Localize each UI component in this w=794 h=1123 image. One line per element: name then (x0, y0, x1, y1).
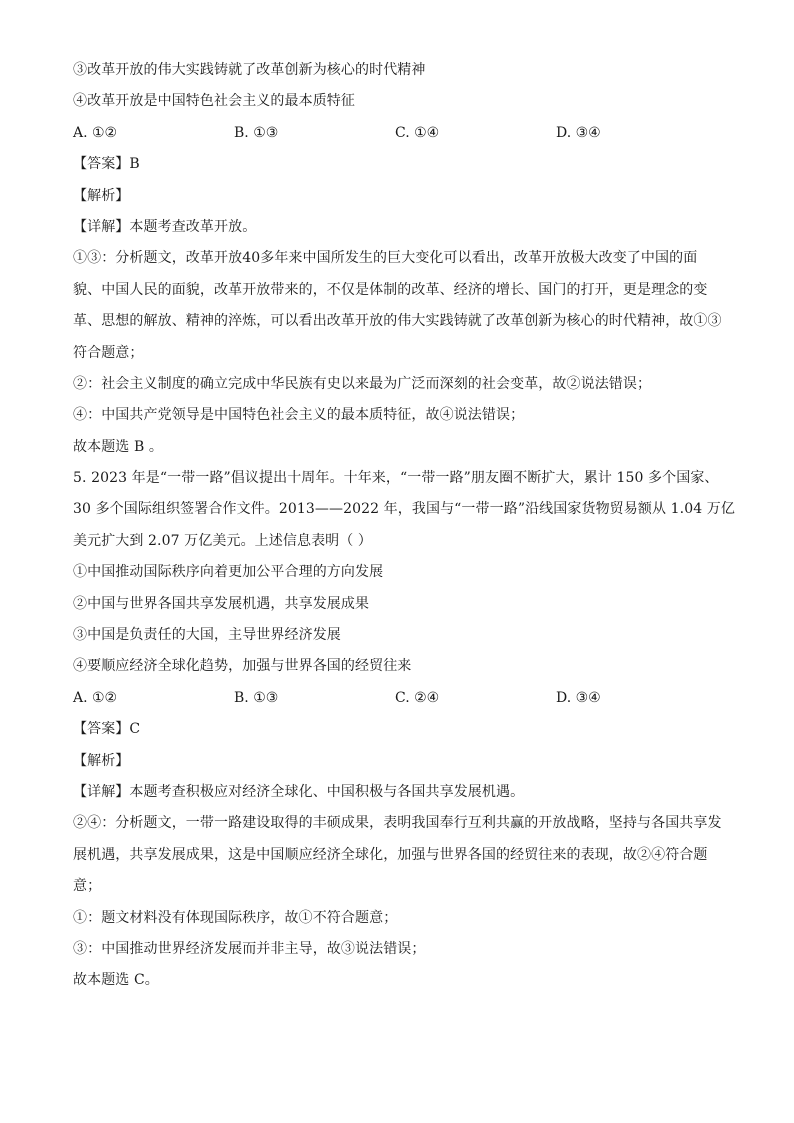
option-3-text: ③中国是负责任的大国，主导世界经济发展 (73, 627, 341, 644)
explanation-line: 符合题意； (73, 344, 144, 361)
answer-label: 【答案】C (73, 721, 141, 738)
answer-choices (73, 690, 733, 706)
explanation-line: 意； (73, 878, 102, 895)
explanation-line: 革、思想的解放、精神的淬炼，可以看出改革开放的伟大实践铸就了改革创新为核心的时代精神，故①③ (73, 313, 722, 330)
option-3-text: ③改革开放的伟大实践铸就了改革创新为核心的时代精神 (73, 62, 426, 78)
explanation-line: ①：题文材料没有体现国际秩序，故①不符合题意； (73, 909, 398, 926)
option-1-text: ①中国推动国际秩序向着更加公平合理的方向发展 (73, 564, 384, 581)
explanation-line: ③：中国推动世界经济发展而并非主导，故③说法错误； (73, 940, 426, 957)
choice-a: A. ①② (73, 124, 118, 141)
analysis-label: 【解析】 (73, 752, 130, 769)
answer-label: 【答案】B (73, 156, 140, 173)
option-4-text: ④改革开放是中国特色社会主义的最本质特征 (73, 93, 355, 110)
conclusion-text: 故本题选 C。 (73, 972, 159, 989)
explanation-line: ④：中国共产党领导是中国特色社会主义的最本质特征，故④说法错误； (73, 407, 525, 424)
explanation-line: 貌、中国人民的面貌，改革开放带来的，不仅是体制的改革、经济的增长、国门的打开，更是理念的变 (73, 281, 708, 298)
answer-choices (73, 125, 733, 141)
choice-b: B. ①③ (234, 689, 279, 706)
choice-d: D. ③④ (556, 124, 601, 141)
explanation-line: ①③：分析题文，改革开放40多年来中国所发生的巨大变化可以看出，改革开放极大改变了中国的面 (73, 250, 698, 267)
question-5-stem: 5. 2023 年是“一带一路”倡议提出十周年。十年来，“一带一路”朋友圈不断扩大，累计 150 多个国家、 (73, 470, 719, 487)
explanation-line: ②：社会主义制度的确立完成中华民族有史以来最为广泛而深刻的社会变革，故②说法错误； (73, 375, 652, 392)
question-5-stem: 美元扩大到 2.07 万亿美元。上述信息表明（ ） (73, 532, 373, 549)
document-page (73, 62, 733, 1004)
explanation-line: 展机遇，共享发展成果，这是中国顺应经济全球化，加强与世界各国的经贸往来的表现，故②④符合题 (73, 846, 708, 863)
conclusion-text: 故本题选 B 。 (73, 438, 163, 455)
detail-text: 【详解】本题考查改革开放。 (73, 218, 257, 235)
explanation-line: ②④：分析题文，一带一路建设取得的丰硕成果，表明我国奉行互利共赢的开放战略，坚持与各国共享发 (73, 815, 722, 832)
option-4-text: ④要顺应经济全球化趋势，加强与世界各国的经贸往来 (73, 658, 412, 675)
choice-d: D. ③④ (556, 689, 601, 706)
analysis-label: 【解析】 (73, 187, 130, 204)
choice-b: B. ①③ (234, 124, 279, 141)
option-2-text: ②中国与世界各国共享发展机遇，共享发展成果 (73, 595, 370, 612)
detail-text: 【详解】本题考查积极应对经济全球化、中国积极与各国共享发展机遇。 (73, 783, 525, 800)
choice-c: C. ②④ (395, 689, 440, 706)
question-5-stem: 30 多个国际组织签署合作文件。2013——2022 年，我国与“一带一路”沿线国家货物贸易额从 1.04 万亿 (73, 501, 735, 518)
choice-a: A. ①② (73, 689, 118, 706)
choice-c: C. ①④ (395, 124, 440, 141)
